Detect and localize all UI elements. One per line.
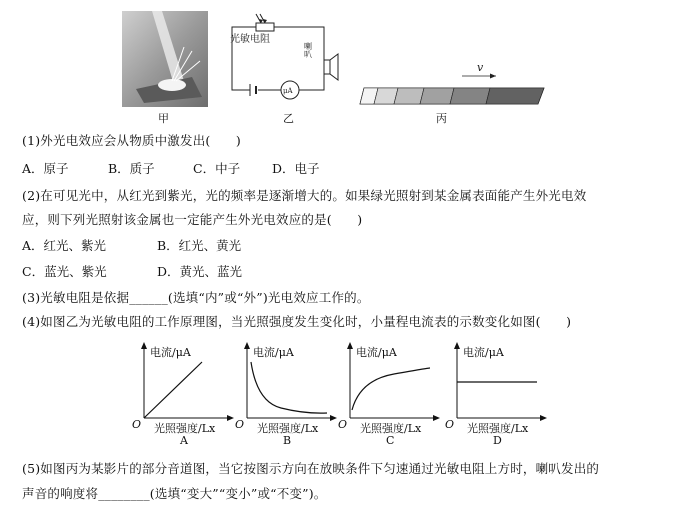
graph-c-xlabel: 光照强度/Lx xyxy=(360,422,422,435)
resistor-label: 光敏电阻 xyxy=(230,34,270,45)
q1-option-b: B．质子 xyxy=(108,161,155,176)
q1-option-d: D．电子 xyxy=(272,161,320,176)
q4-stem: (4)如图乙为光敏电阻的工作原理图，当光照强度发生变化时，小量程电流表的示数变化如图( ) xyxy=(22,314,572,329)
graph-b-ylabel: 电流/μA xyxy=(253,346,294,359)
q2-option-b: B．红光、黄光 xyxy=(157,238,242,253)
figure-yi-caption: 乙 xyxy=(283,112,294,125)
graph-a-curve xyxy=(144,362,202,418)
figure-yi-circuit xyxy=(222,12,352,104)
graph-d-origin: O xyxy=(445,418,455,431)
q2-stem-line1: (2)在可见光中，从红光到紫光，光的频率是逐渐增大的。如果绿光照射到某金属表面能产生外光电效 xyxy=(22,188,587,203)
microammeter-label: μA xyxy=(283,87,293,95)
graph-d-xlabel: 光照强度/Lx xyxy=(467,422,529,435)
graph-b-xlabel: 光照强度/Lx xyxy=(257,422,319,435)
q5-stem-line2: 声音的响度将________(选填“变大”“变小”或“不变”)。 xyxy=(22,486,327,501)
graph-b xyxy=(231,340,339,452)
q2-option-c: C．蓝光、紫光 xyxy=(22,264,107,279)
figure-jia-caption: 甲 xyxy=(158,112,169,125)
graph-c-letter: C xyxy=(386,434,395,447)
figure-jia-photo xyxy=(122,11,208,107)
graph-b-letter: B xyxy=(283,434,292,447)
graph-a-ylabel: 电流/μA xyxy=(150,346,191,359)
graph-c xyxy=(334,340,442,452)
graph-d xyxy=(441,340,549,452)
speaker-label: 喇叭 xyxy=(303,42,313,58)
graph-b-origin: O xyxy=(235,418,245,431)
q1-option-a: A．原子 xyxy=(22,161,69,176)
figure-bing-caption: 丙 xyxy=(436,112,447,125)
velocity-label: v xyxy=(477,61,484,74)
q1-option-c: C．中子 xyxy=(193,161,241,176)
graph-c-curve xyxy=(352,368,430,410)
graph-a-xlabel: 光照强度/Lx xyxy=(154,422,216,435)
q2-stem-line2: 应，则下列光照射该金属也一定能产生外光电效应的是( ) xyxy=(22,212,363,227)
graph-a-letter: A xyxy=(180,434,188,447)
graph-c-ylabel: 电流/μA xyxy=(356,346,397,359)
graph-d-letter: D xyxy=(493,434,502,447)
figure-bing-soundtrack xyxy=(358,58,550,108)
q3-stem: (3)光敏电阻是依据______(选填“内”或“外”)光电效应工作的。 xyxy=(22,290,370,305)
graph-d-ylabel: 电流/μA xyxy=(463,346,504,359)
q1-stem: (1)外光电效应会从物质中激发出( ) xyxy=(22,133,241,148)
graph-b-curve xyxy=(251,362,327,413)
q5-stem-line1: (5)如图丙为某影片的部分音道图，当它按图示方向在放映条件下匀速通过光敏电阻上方时，喇叭发出的 xyxy=(22,461,600,476)
graph-a xyxy=(128,340,236,452)
q2-option-d: D．黄光、蓝光 xyxy=(157,264,243,279)
graph-c-origin: O xyxy=(338,418,348,431)
graph-a-origin: O xyxy=(132,418,142,431)
q2-option-a: A．红光、紫光 xyxy=(22,238,107,253)
